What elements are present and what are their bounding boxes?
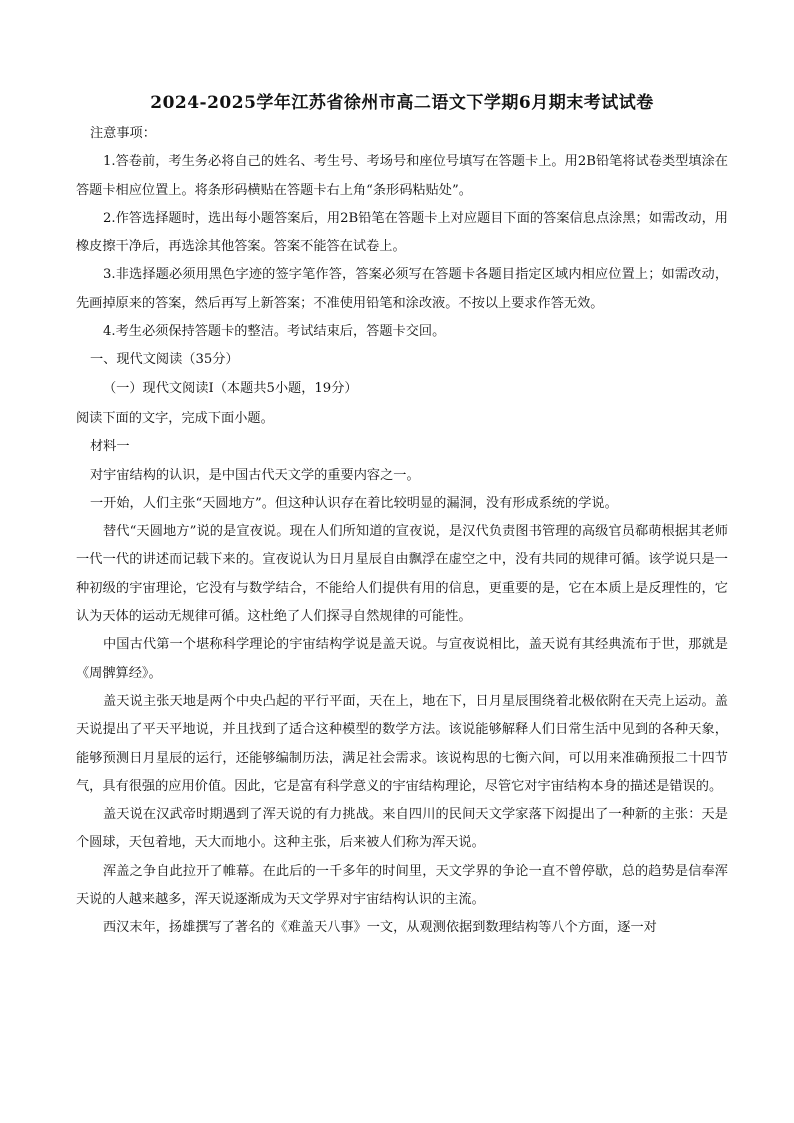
body-paragraph: 盖天说主张天地是两个中央凸起的平行平面，天在上，地在下，日月星辰围绕着北极依附在天壳上运动。盖天说提出了平天平地说，并且找到了适合这种模型的数学方法。该说能够解释人们日常生活中见到的各种天象，能够预测日月星辰的运行，还能够编制历法，满足社会需求。该说构思的七衡六间，可以用来准确预报二十四节气，具有很强的应用价值。因此，它是富有科学意义的宇宙结构理论，尽管它对宇宙结构本身的描述是错误的。 (76, 693, 728, 794)
subsection-heading: （一）现代文阅读Ⅰ（本题共5小题，19分） (103, 380, 358, 396)
exam-page (76, 92, 728, 943)
body-paragraph: 替代“天圆地方”说的是宣夜说。现在人们所知道的宣夜说，是汉代负责图书管理的高级官员郗萌根据其老师一代一代的讲述而记载下来的。宣夜说认为日月星辰自由飘浮在虚空之中，没有共同的规律可循。该学说只是一种初级的宇宙理论，它没有与数学结合，不能给人们提供有用的信息，更重要的是，它在本质上是反理性的，它认为天体的运动无规律可循。这杜绝了人们探寻自然规律的可能性。 (76, 524, 728, 625)
body-paragraph: 一开始，人们主张“天圆地方”。但这种认识存在着比较明显的漏洞，没有形成系统的学说。 (90, 495, 618, 511)
notice-item-3: 3.非选择题必须用黑色字迹的签字笔作答，答案必须写在答题卡各题目指定区域内相应位置上；如需改动，先画掉原来的答案，然后再写上新答案；不准使用铅笔和涂改液。不按以上要求作答无效。 (76, 267, 728, 311)
exam-title: 2024-2025学年江苏省徐州市高二语文下学期6月期末考试试卷 (150, 93, 654, 113)
body-paragraph: 浑盖之争自此拉开了帷幕。在此后的一千多年的时间里，天文学界的争论一直不曾停歇，总的趋势是信奉浑天说的人越来越多，浑天说逐渐成为天文学界对宇宙结构认识的主流。 (76, 863, 728, 908)
body-paragraph: 西汉末年，扬雄撰写了著名的《难盖天八事》一文，从观测依据到数理结构等八个方面，逐一对 (103, 920, 657, 936)
notice-item-1: 1.答卷前，考生务必将自己的姓名、考生号、考场号和座位号填写在答题卡上。用2B铅笔将试卷类型填涂在答题卡相应位置上。将条形码横贴在答题卡右上角“条形码粘贴处”。 (76, 154, 728, 198)
section-heading: 一、现代文阅读（35分） (90, 352, 239, 368)
body-paragraph: 对宇宙结构的认识，是中国古代天文学的重要内容之一。 (90, 467, 420, 483)
notice-heading: 注意事项： (90, 126, 156, 141)
body-paragraph: 中国古代第一个堪称科学理论的宇宙结构学说是盖天说。与宣夜说相比，盖天说有其经典流布于世，那就是《周髀算经》。 (76, 637, 728, 681)
notice-item-4: 4.考生必须保持答题卡的整洁。考试结束后，答题卡交回。 (103, 324, 446, 340)
material-label: 材料一 (90, 439, 130, 455)
notice-item-2: 2.作答选择题时，选出每小题答案后，用2B铅笔在答题卡上对应题目下面的答案信息点涂黑；如需改动，用橡皮擦干净后，再选涂其他答案。答案不能答在试卷上。 (76, 210, 728, 255)
reading-instruction: 阅读下面的文字，完成下面小题。 (76, 410, 274, 426)
body-paragraph: 盖天说在汉武帝时期遇到了浑天说的有力挑战。来自四川的民间天文学家落下闳提出了一种新的主张：天是个圆球，天包着地，天大而地小。这种主张，后来被人们称为浑天说。 (76, 807, 728, 851)
